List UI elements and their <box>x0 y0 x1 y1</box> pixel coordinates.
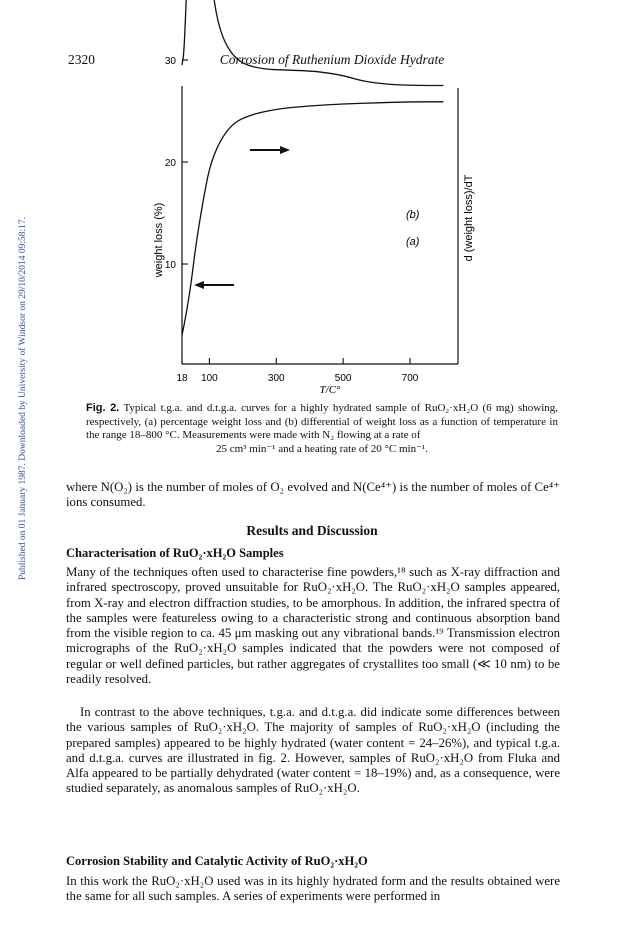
paragraph-where: where N(O₂) is the number of moles of O₂ evolved and N(Ce⁴⁺) is the number of moles of Ce⁴⁺ ions consumed. <box>66 480 560 510</box>
subsection-heading-characterisation: Characterisation of RuO₂·xH₂O Samples <box>66 546 284 560</box>
x-axis-label: T/C° <box>319 384 341 396</box>
page-number: 2320 <box>68 52 95 67</box>
arrowhead-right-icon <box>280 146 290 154</box>
x-tick-label: 500 <box>334 373 352 384</box>
subsection-heading-corrosion: Corrosion Stability and Catalytic Activity of RuO₂·xH₂O <box>66 854 368 868</box>
x-tick-label: 100 <box>201 373 218 384</box>
x-tick-label: 18 <box>176 373 188 384</box>
y-tick-label: 30 <box>164 56 176 67</box>
arrowhead-left-icon <box>194 281 204 289</box>
running-title: Corrosion of Ruthenium Dioxide Hydrate <box>219 52 445 67</box>
paragraph-corrosion-1: In this work the RuO₂·xH₂O used was in its highly hydrated form and the results obtained were the same for all such samples. A series of experiments were performed in <box>66 874 560 904</box>
figure-2-chart <box>0 0 624 400</box>
download-note: Published on 01 January 1987. Downloaded by University of Windsor on 29/10/2014 09:58:17. <box>18 216 28 580</box>
curve-b-label: (b) <box>406 209 420 221</box>
figure-caption <box>86 402 558 456</box>
x-tick-label: 300 <box>267 373 285 384</box>
series-b-derivative-curve <box>182 0 443 86</box>
y-tick-label: 10 <box>164 260 176 271</box>
series-a-weight-loss-curve <box>182 102 443 336</box>
x-tick-label: 700 <box>401 373 419 384</box>
y-tick-label: 20 <box>164 158 176 169</box>
y-axis-label-left: weight loss (%) <box>153 202 165 278</box>
caption-line-3: of temperature in the range 18–800 °C. Measurements were made with N₂ flowing at a rate of <box>86 415 558 441</box>
caption-line-4: 25 cm³ min⁻¹ and a heating rate of 20 °C min⁻¹. <box>216 442 428 455</box>
caption-label: Fig. 2. <box>86 402 120 414</box>
paragraph-characterisation-1: Many of the techniques often used to characterise fine powders,¹⁸ such as X-ray diffraction and infrared spectroscopy, proved unsuitable for RuO₂·xH₂O. The RuO₂·xH₂O samples appeared, from X-ray and electron diffraction studies, to be amorphous. In addition, the infrared spectra of the samples were featureless owing to a characteristic strong and continuous absorption band from the visible region to ca. 45 μm masking out any vibrational bands.¹⁹ Transmission electron micrographs of the RuO₂·xH₂O samples indicated that the powders were not composed of regular or well defined particles, but rather aggregates of crystallites too small (≪ 10 nm) to be readily resolved. <box>66 565 560 687</box>
caption-line-2: showing, respectively, (a) percentage weight loss and (b) differential of weight loss as a function <box>86 402 559 428</box>
caption-line-1: Fig. 2. Typical t.g.a. and d.t.g.a. curves for a highly hydrated sample of RuO₂·xH₂O (6 mg) <box>86 402 514 414</box>
section-heading-results: Results and Discussion <box>246 523 378 538</box>
y-axis-label-right: d (weight loss)/dT <box>463 174 475 262</box>
curve-a-label: (a) <box>406 236 420 248</box>
paragraph-characterisation-2: In contrast to the above techniques, t.g.a. and d.t.g.a. did indicate some differences between the various samples of RuO₂·xH₂O. The majority of samples of RuO₂·xH₂O (including the prepared samples) appeared to be highly hydrated (water content = 24–26%), and typical t.g.a. and d.t.g.a. curves are illustrated in fig. 2. However, samples of RuO₂·xH₂O from Fluka and Alfa appeared to be partially dehydrated (water content = 18–19%) and, as a consequence, were studied separately, as anomalous samples of RuO₂·xH₂O. <box>66 705 560 796</box>
